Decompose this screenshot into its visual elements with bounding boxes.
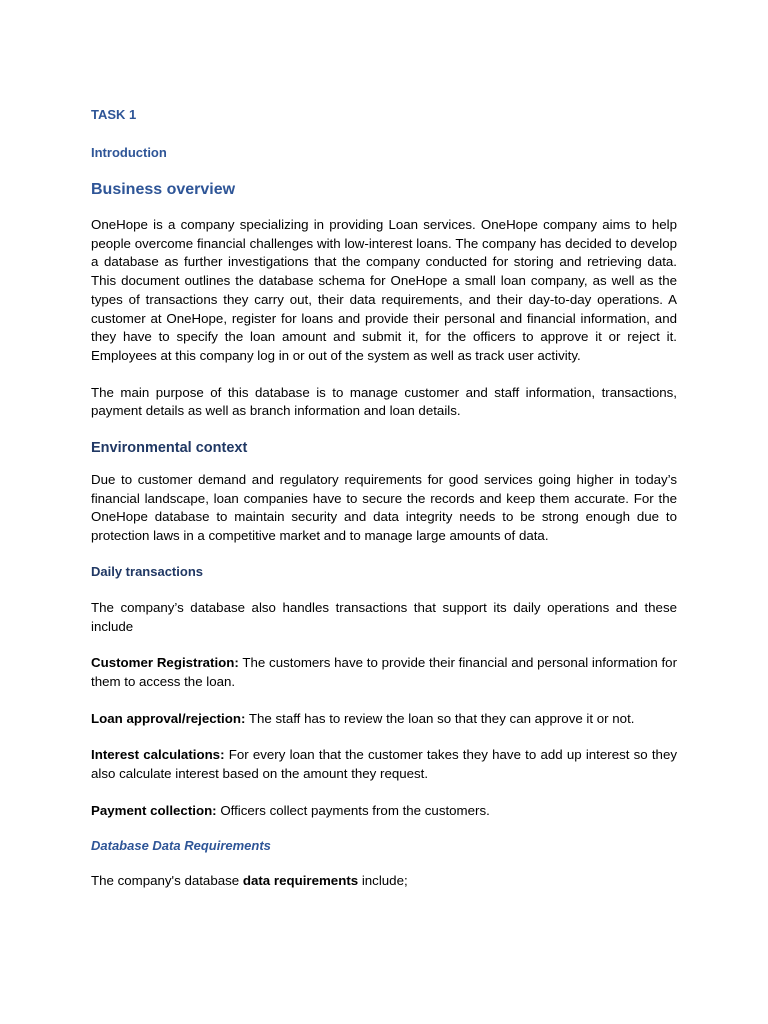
- transaction-term: Interest calculations:: [91, 747, 225, 763]
- transaction-term: Loan approval/rejection:: [91, 710, 246, 726]
- transaction-item: [91, 746, 677, 783]
- environmental-context-paragraph: Due to customer demand and regulatory requirements for good services going higher in today’s financial landscape, loan companies have to secure the records and keep them accurate. For the OneHope database to maintain security and data integrity needs to be strong enough due to protection laws in a competitive market and to manage large amounts of data.: [91, 472, 677, 544]
- transaction-description: The customers have to provide their financial and personal information for them to access the loan.: [91, 655, 677, 689]
- transaction-term: Customer Registration:: [91, 655, 239, 671]
- data-requirements-text-bold: data requirements: [242, 873, 359, 889]
- transaction-item: [91, 654, 677, 691]
- business-overview-paragraph-2: The main purpose of this database is to manage customer and staff information, transactions, payment details as well as branch information and loan details.: [91, 384, 677, 419]
- transaction-description: Officers collect payments from the customers.: [216, 802, 490, 818]
- environmental-context-heading: Environmental context: [91, 440, 248, 457]
- data-requirements-heading: Database Data Requirements: [91, 838, 271, 854]
- transaction-item: [91, 710, 677, 729]
- transaction-term: Payment collection:: [91, 802, 217, 818]
- daily-transactions-intro: The company’s database also handles transactions that support its daily operations and these include: [91, 599, 677, 634]
- document-page: [91, 105, 677, 891]
- task-label: TASK 1: [91, 107, 137, 122]
- transaction-item: [91, 802, 677, 821]
- daily-transactions-heading: Daily transactions: [91, 563, 203, 579]
- business-overview-paragraph-1: OneHope is a company specializing in providing Loan services. OneHope company aims to help people overcome financial challenges with low-interest loans. The company has decided to develop a database as further investigations that the company conducted for storing and retrieving data. This document outlines the database schema for OneHope a small loan company, as well as the types of transactions they carry out, their data requirements, and their day-to-day operations. A customer at OneHope, register for loans and provide their personal and financial information, and they have to specify the loan amount and submit it, for the officers to approve it or reject it. Employees at this company log in or out of the system as well as track user activity.: [91, 217, 677, 363]
- transaction-description: For every loan that the customer takes they have to add up interest so they also calculate interest based on the amount they request.: [91, 747, 677, 782]
- data-requirements-text-before: The company's database: [91, 873, 243, 889]
- business-overview-heading: Business overview: [91, 181, 236, 198]
- transaction-description: The staff has to review the loan so that they can approve it or not.: [245, 710, 635, 726]
- introduction-heading: Introduction: [91, 145, 167, 160]
- data-requirements-paragraph: [91, 872, 677, 891]
- data-requirements-text-after: include;: [358, 873, 408, 889]
